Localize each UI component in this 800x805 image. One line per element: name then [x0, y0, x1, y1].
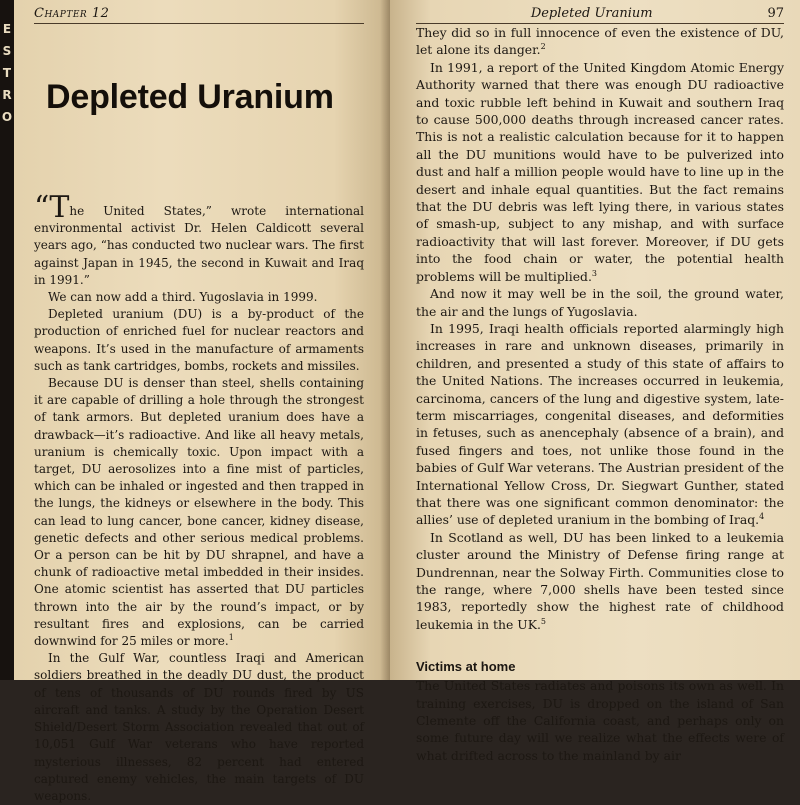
footnote-marker: 5	[540, 616, 546, 626]
spine-letter: R	[2, 88, 12, 102]
chapter-label: Chapter 12	[34, 6, 110, 21]
left-running-head	[34, 6, 364, 24]
running-title: Depleted Uranium	[530, 6, 653, 21]
drop-cap: “T	[34, 190, 70, 225]
chapter-title: Depleted Uranium	[46, 78, 334, 116]
paragraph	[416, 24, 784, 59]
right-body-text	[416, 24, 784, 633]
paragraph-text: And now it may well be in the soil, the ground water, the air and the lungs of Yugoslavia.	[416, 286, 784, 319]
paragraph	[34, 306, 364, 375]
paragraph	[34, 650, 364, 805]
right-running-head	[416, 6, 784, 24]
spine-letter: S	[2, 44, 12, 58]
paragraph-text: In Scotland as well, DU has been linked to a leukemia cluster around the Ministry of Defense firing range at Dundrennan, near the Solway Firth. Communities close to the range, where 7,000 shells have been tested since 1983, reportedly show the highest rate of childhood leukemia in the UK.	[416, 529, 784, 632]
paragraph-text: They did so in full innocence of even the existence of DU, let alone its danger.	[416, 25, 784, 58]
paragraph	[416, 529, 784, 633]
paragraph	[34, 190, 364, 289]
paragraph	[416, 285, 784, 320]
paragraph-text: We can now add a third. Yugoslavia in 1999.	[48, 290, 318, 305]
page-number: 97	[767, 6, 784, 21]
spine-letter: E	[2, 22, 12, 36]
spine-letter: T	[2, 66, 12, 80]
left-body-text	[34, 190, 364, 805]
paragraph-text: Depleted uranium (DU) is a by-product of the production of enriched fuel for nuclear reactors and weapons. It’s used in the manufacture of armaments such as tank cartridges, bombs, rockets and missiles.	[34, 307, 364, 373]
adjacent-book-spine	[0, 0, 14, 680]
paragraph	[416, 59, 784, 285]
footnote-marker: 4	[759, 512, 765, 522]
spine-letter: O	[1, 110, 13, 124]
paragraph-text: he United States,” wrote international environmental activist Dr. Helen Caldicott several years ago, “has conducted two nuclear wars. The first against Japan in 1945, the second in Kuwait and Iraq in 1991.”	[34, 204, 364, 287]
paragraph-text: In 1991, a report of the United Kingdom Atomic Energy Authority warned that there was enough DU radioactive and toxic rubble left behind in Kuwait and southern Iraq to cause 500,000 deaths through increased cancer rates. This is not a realistic calculation because for it to happen all the DU munitions would have to be pulverized into dust and half a million people would have to line up in the desert and inhale equal quantities. But the fact remains that the DU debris was left lying there, in various states of smash-up, subject to any mishap, and with surface radioactivity that will last forever. Moreover, if DU gets into the food chain or water, the potential health problems will be multiplied.	[416, 59, 784, 284]
paragraph-text: In the Gulf War, countless Iraqi and American soldiers breathed in the deadly DU dust, the product of tens of thousands of DU rounds fired by US aircraft and tanks. A study by the Operation Desert Shield/Desert Storm Association revealed that out of 10,051 Gulf War veterans who have reported mysterious illnesses, 82 percent had entered captured enemy vehicles, the main targets of DU weapons.	[34, 651, 364, 803]
paragraph	[34, 375, 364, 650]
right-body-text-after	[416, 677, 784, 764]
paragraph-text: In 1995, Iraqi health officials reported alarmingly high increases in rare and unknown diseases, primarily in children, and presented a study of this state of affairs to the United Nations. The increases occurred in leukemia, carcinoma, cancers of the lung and digestive system, late-term miscarriages, congenital diseases, and deformities in fetuses, such as anencephaly (absence of a brain), and fused fingers and toes, not unlike those found in the babies of Gulf War veterans. The Austrian president of the International Yellow Cross, Dr. Siegwart Gunther, stated that there was one significant common denominator: the allies’ use of depleted uranium in the bombing of Iraq.	[416, 320, 784, 528]
footnote-marker: 2	[540, 42, 546, 52]
footnote-marker: 3	[591, 268, 598, 278]
paragraph-text: Because DU is denser than steel, shells containing it are capable of drilling a hole through the strongest of tank armors. But depleted uranium does have a drawback—it’s radioactive. And like all heavy metals, uranium is chemically toxic. Upon impact with a target, DU aerosolizes into a fine mist of particles, which can be inhaled or ingested and then trapped in the lungs, the kidneys or elsewhere in the body. This can lead to lung cancer, bone cancer, kidney disease, genetic defects and other serious medical problems. Or a person can be hit by DU shrapnel, and have a chunk of radioactive metal imbedded in their insides. One atomic scientist has asserted that DU particles thrown into the air by the round’s impact, or by resultant fires and explosions, can be carried downwind for 25 miles or more.	[34, 376, 364, 649]
paragraph	[34, 289, 364, 306]
right-page	[390, 0, 800, 763]
paragraph-text: The United States radiates and poisons its own as well. In training exercises, DU is dropped on the island of San Clemente off the California coast, and perhaps only on some future day will we realize what the effects were of what drifted across to the mainland by air	[416, 678, 784, 763]
footnote-marker: 1	[228, 633, 234, 643]
left-page	[14, 0, 390, 803]
paragraph	[416, 677, 784, 764]
paragraph	[416, 320, 784, 529]
section-heading: Victims at home	[416, 659, 516, 675]
